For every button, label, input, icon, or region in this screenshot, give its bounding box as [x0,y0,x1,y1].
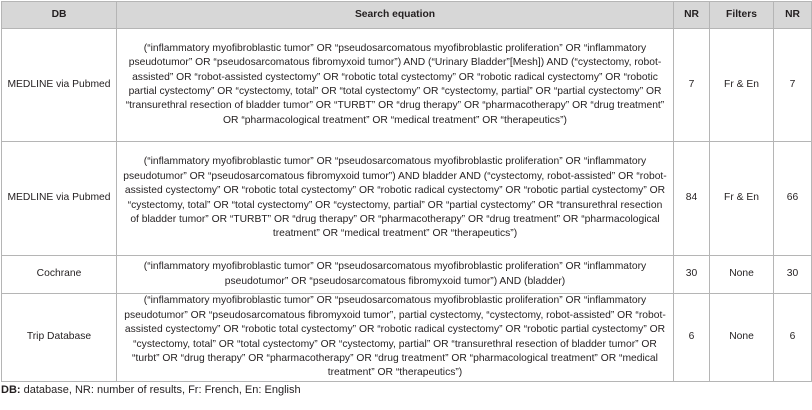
db-cell: Cochrane [2,256,117,294]
table-row [2,294,812,382]
filters-cell: None [710,256,774,294]
nr-cell: 6 [674,294,710,382]
nr-cell: 7 [674,29,710,142]
table-row [2,142,812,256]
caption-text: database, NR: number of results, Fr: French, En: English [20,384,301,396]
table-caption [1,384,301,396]
table-row [2,256,812,294]
db-cell: MEDLINE via Pubmed [2,142,117,256]
header-row [2,2,812,29]
header-filters: Filters [710,2,774,29]
nr-filtered-cell: 6 [774,294,812,382]
filters-cell: Fr & En [710,142,774,256]
equation-cell: (“inflammatory myofibroblastic tumor” OR “pseudosarcomatous myofibroblastic proliferation” OR “inflammatory pseudotumor” OR “pseudosarcomatous fibromyxoid tumor”) AND (“Urinary Bladder”[Mesh]) AND (“cystectomy, robot-assisted” OR “robot-assisted cystectomy” OR “robotic total cystectomy” OR “robotic radical cystectomy” OR “robotic partial cystectomy” OR “cystectomy, total” OR “total cystectomy” OR “cystectomy, partial” OR “partial cystectomy” OR “transurethral resection of bladder tumor” OR “TURBT” OR “drug therapy” OR “pharmacotherapy” OR “drug treatment” OR “pharmacological treatment” OR “medical treatment” OR “therapeutics”) [117,29,674,142]
nr-cell: 30 [674,256,710,294]
nr-filtered-cell: 30 [774,256,812,294]
filters-cell: None [710,294,774,382]
equation-cell: (“inflammatory myofibroblastic tumor” OR “pseudosarcomatous myofibroblastic proliferation” OR “inflammatory pseudotumor” OR “pseudosarcomatous fibromyxoid tumor”, partial cystectomy, “cystectomy, robot-assisted” OR “robot-assisted cystectomy” OR “robotic total cystectomy” OR “robotic radical cystectomy” OR “robotic partial cystectomy” OR “cystectomy, total” OR “total cystectomy” OR “cystectomy, partial” OR “transurethral resection of bladder tumor” OR “turbt” OR “drug therapy” OR “pharmacotherapy” OR “drug treatment” OR “pharmacological treatment” OR “medical treatment” OR “therapeutics”) [117,294,674,382]
equation-cell: (“inflammatory myofibroblastic tumor” OR “pseudosarcomatous myofibroblastic proliferation” OR “inflammatory pseudotumor” OR “pseudosarcomatous fibromyxoid tumor”) AND bladder AND (“cystectomy, robot-assisted” OR “robot-assisted cystectomy” OR “robotic total cystectomy” OR “robotic radical cystectomy” OR “robotic partial cystectomy” OR “cystectomy, total” OR “total cystectomy” OR “cystectomy, partial” OR “partial cystectomy” OR “transurethral resection of bladder tumor” OR “TURBT” OR “drug therapy” OR “pharmacotherapy” OR “drug treatment” OR “pharmacological treatment” OR “medical treatment” OR “therapeutics”) [117,142,674,256]
db-cell: Trip Database [2,294,117,382]
nr-filtered-cell: 66 [774,142,812,256]
header-nr: NR [674,2,710,29]
header-nr-filtered: NR [774,2,812,29]
search-table-container [1,1,812,382]
header-db: DB [2,2,117,29]
nr-cell: 84 [674,142,710,256]
caption-db-abbreviation: DB: [1,384,21,396]
header-search-equation: Search equation [117,2,674,29]
db-cell: MEDLINE via Pubmed [2,29,117,142]
nr-filtered-cell: 7 [774,29,812,142]
filters-cell: Fr & En [710,29,774,142]
equation-cell: (“inflammatory myofibroblastic tumor” OR “pseudosarcomatous myofibroblastic proliferation” OR “inflammatory pseudotumor” OR “pseudosarcomatous fibromyxoid tumor”) AND (bladder) [117,256,674,294]
table-row [2,29,812,142]
search-equation-table [1,1,812,382]
